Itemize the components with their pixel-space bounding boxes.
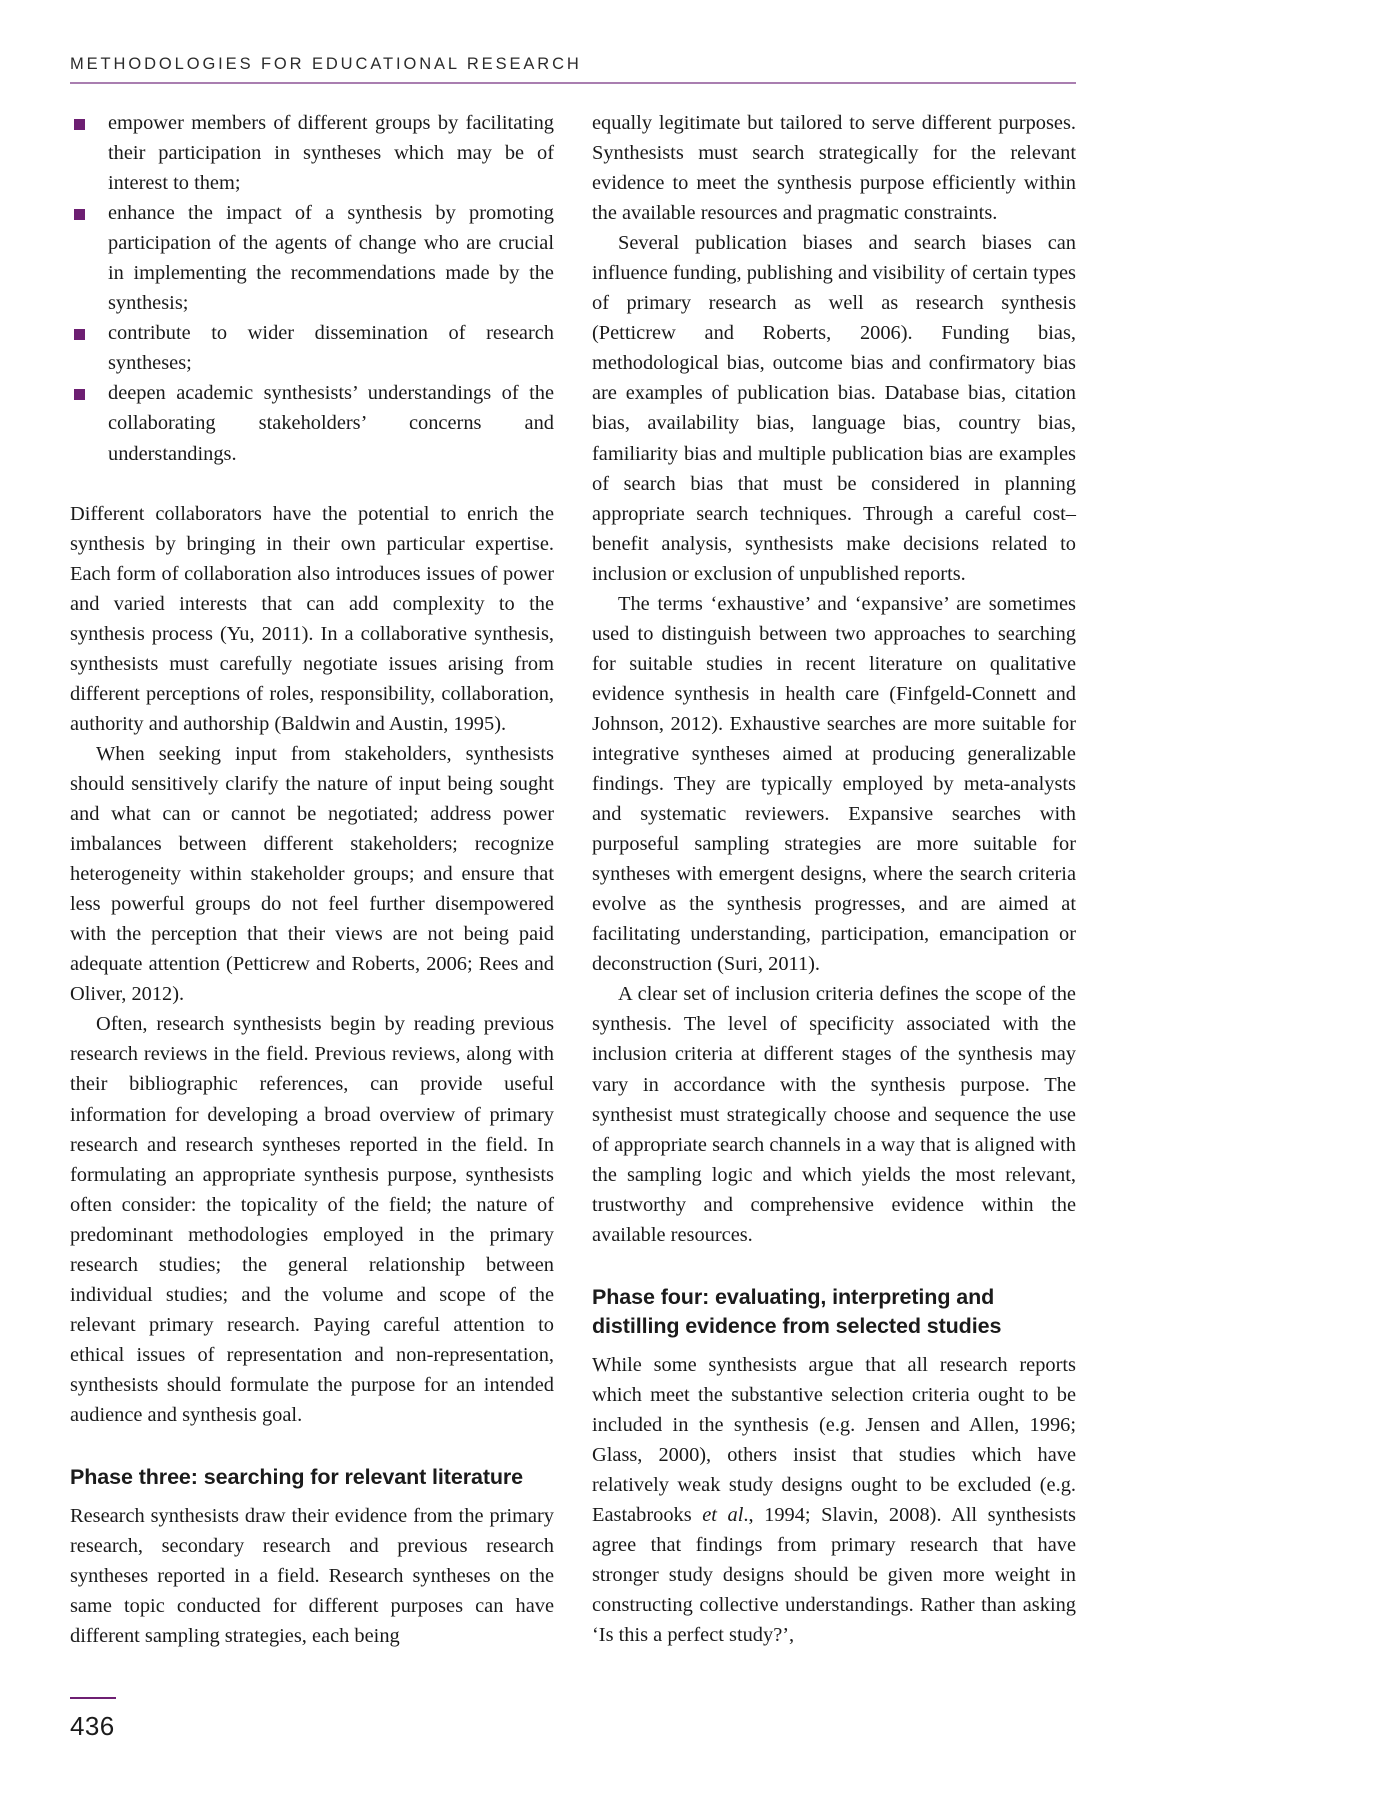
square-bullet-icon xyxy=(74,209,85,220)
citation-et-al: et al xyxy=(702,1504,744,1527)
section-heading-text: Phase three: searching for relevant literature xyxy=(70,1465,524,1490)
body-columns xyxy=(70,108,1076,1668)
paragraph-text-part2: ., 1994; Slavin, 2008). All synthesists agree that findings from primary research that have stronger study designs should be given more weight in constructing collective understandings. Rather than asking ‘Is this a perfect study?’, xyxy=(592,1504,1076,1647)
square-bullet-icon xyxy=(74,329,85,340)
square-bullet-icon xyxy=(74,389,85,400)
paragraph: Several publication biases and search biases can influence funding, publishing and visibility of certain types of primary research as well as research synthesis (Petticrew and Roberts, 2006). Funding bias, methodological bias, outcome bias and confirmatory bias are examples of publication bias. Database bias, citation bias, availability bias, language bias, country bias, familiarity bias and multiple publication bias are examples of search bias that must be considered in planning appropriate search techniques. Through a careful cost–benefit analysis, synthesists make decisions related to inclusion or exclusion of unpublished reports. xyxy=(592,232,1076,585)
section-heading-text: Phase four: evaluating, interpreting and distilling evidence from selected studies xyxy=(592,1284,1002,1338)
paragraph: Often, research synthesists begin by reading previous research reviews in the field. Previous reviews, along with their bibliographic references, can provide useful information for developing a broad overview of primary research and research syntheses reported in the field. In formulating an appropriate synthesis purpose, synthesists often consider: the topicality of the field; the nature of predominant methodologies employed in the primary research studies; the general relationship between individual studies; and the volume and scope of the relevant primary research. Paying careful attention to ethical issues of representation and non-representation, synthesists should formulate the purpose for an intended audience and synthesis goal. xyxy=(70,1013,554,1426)
left-column xyxy=(70,108,554,1651)
section-heading-phase-four xyxy=(592,1283,1076,1341)
paragraph: When seeking input from stakeholders, synthesists should sensitively clarify the nature of input being sought and what can or cannot be negotiated; address power imbalances between different stakeholders; recognize heterogeneity within stakeholder groups; and ensure that less powerful groups do not feel further disempowered with the perception that their views are not being paid adequate attention (Petticrew and Roberts, 2006; Rees and Oliver, 2012). xyxy=(70,742,554,1006)
folio-rule xyxy=(70,1697,116,1699)
page-folio xyxy=(70,1697,116,1742)
running-head-text: METHODOLOGIES FOR EDUCATIONAL RESEARCH xyxy=(70,55,582,73)
running-head-rule xyxy=(70,82,1076,84)
list-item xyxy=(70,378,554,468)
paragraph: Research synthesists draw their evidence from the primary research, secondary research and previous research syntheses reported in a field. Research syntheses on the same topic conducted for different purposes can have different sampling strategies, each being xyxy=(70,1505,554,1648)
paragraph: A clear set of inclusion criteria defines the scope of the synthesis. The level of specificity associated with the inclusion criteria at different stages of the synthesis may vary in accordance with the synthesis purpose. The synthesist must strategically choose and sequence the use of appropriate search channels in a way that is aligned with the sampling logic and which yields the most relevant, trustworthy and comprehensive evidence within the available resources. xyxy=(592,983,1076,1246)
paragraph: equally legitimate but tailored to serve different purposes. Synthesists must search strategically for the relevant evidence to meet the synthesis purpose efficiently within the available resources and pragmatic constraints. xyxy=(592,112,1076,225)
list-item xyxy=(70,108,554,198)
list-item-text: deepen academic synthesists’ understandings of the collaborating stakeholders’ concerns and understandings. xyxy=(108,382,554,465)
list-item-text: contribute to wider dissemination of research syntheses; xyxy=(108,322,554,375)
running-head xyxy=(70,55,1076,84)
square-bullet-icon xyxy=(74,119,85,130)
right-column xyxy=(592,108,1076,1650)
paragraph: The terms ‘exhaustive’ and ‘expansive’ are sometimes used to distinguish between two approaches to searching for suitable studies in recent literature on qualitative evidence synthesis in health care (Finfgeld-Connett and Johnson, 2012). Exhaustive searches are more suitable for integrative syntheses aimed at producing generalizable findings. They are typically employed by meta-analysts and systematic reviewers. Expansive searches with purposeful sampling strategies are more suitable for syntheses with emergent designs, where the search criteria evolve as the synthesis progresses, and are aimed at facilitating understanding, participation, emancipation or deconstruction (Suri, 2011). xyxy=(592,592,1076,976)
list-item-text: empower members of different groups by facilitating their participation in syntheses which may be of interest to them; xyxy=(108,112,554,195)
bullet-list xyxy=(70,108,554,469)
paragraph-text-part1: While some synthesists argue that all research reports which meet the substantive selection criteria ought to be included in the synthesis (e.g. Jensen and Allen, 1996; Glass, 2000), others insist that studies which have relatively weak study designs ought to be excluded (e.g. Eastabrooks xyxy=(592,1353,1076,1527)
paragraph xyxy=(592,1350,1076,1650)
list-item xyxy=(70,198,554,318)
paragraph: Different collaborators have the potential to enrich the synthesis by bringing in their own particular expertise. Each form of collaboration also introduces issues of power and varied interests that can add complexity to the synthesis process (Yu, 2011). In a collaborative synthesis, synthesists must carefully negotiate issues arising from different perceptions of roles, responsibility, collaboration, authority and authorship (Baldwin and Austin, 1995). xyxy=(70,502,554,735)
list-item-text: enhance the impact of a synthesis by promoting participation of the agents of change who are crucial in implementing the recommendations made by the synthesis; xyxy=(108,202,554,315)
list-item xyxy=(70,318,554,378)
section-heading-phase-three xyxy=(70,1463,554,1492)
page-number: 436 xyxy=(70,1710,115,1741)
